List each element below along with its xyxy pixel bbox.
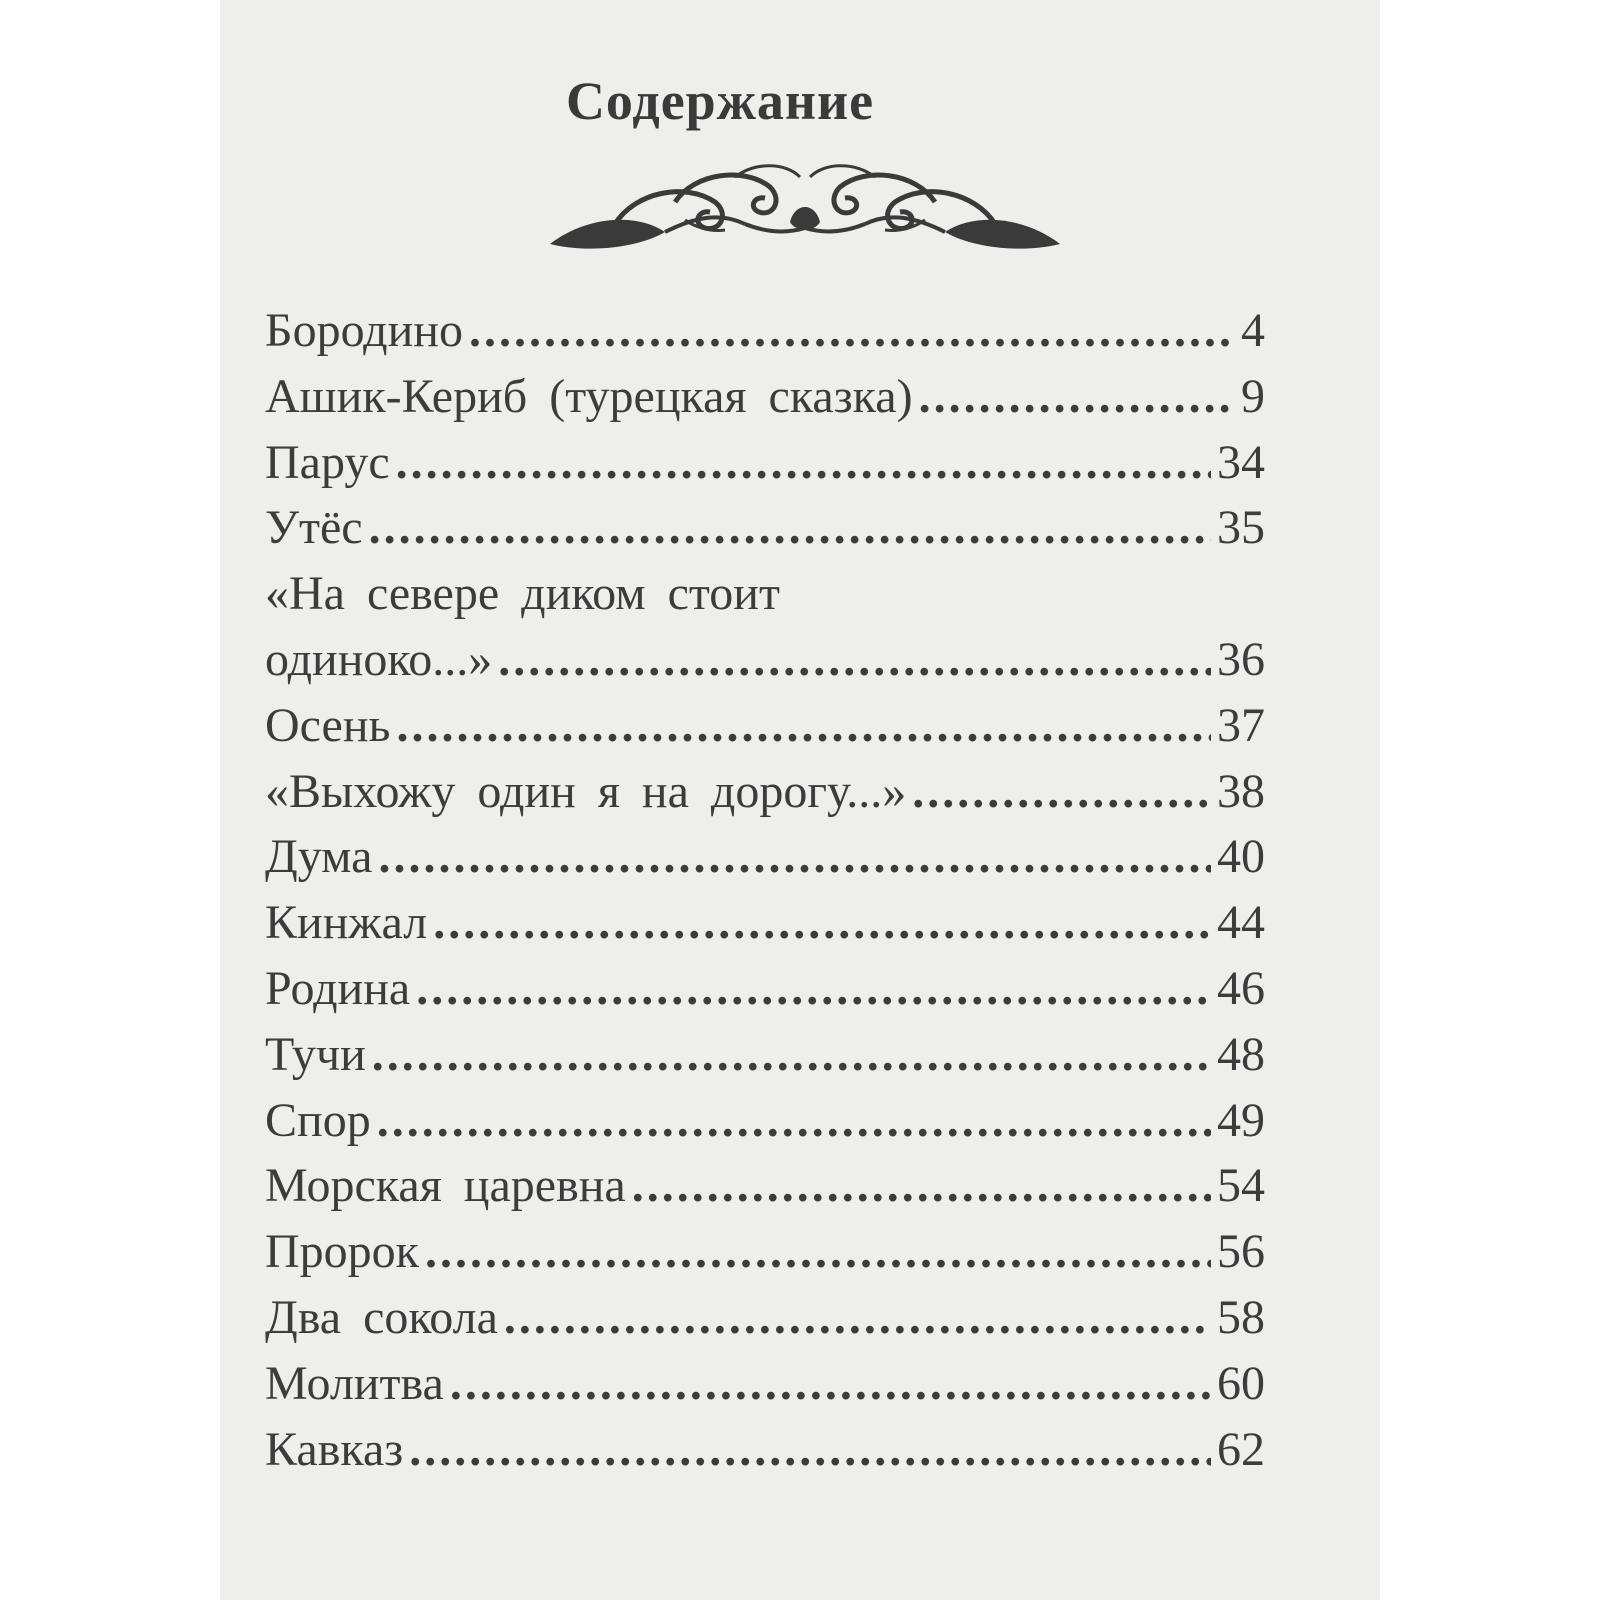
toc-entry-page: 49 — [1217, 1093, 1265, 1147]
table-of-contents — [265, 298, 1265, 1482]
toc-leader-dots — [450, 1351, 1211, 1417]
toc-entry-page: 4 — [1241, 304, 1265, 357]
toc-leader-dots — [377, 1088, 1211, 1154]
toc-leader-dots — [498, 627, 1211, 693]
toc-entry[interactable] — [265, 1153, 1265, 1219]
toc-entry-page: 35 — [1217, 501, 1265, 555]
page-title: Содержание — [565, 71, 875, 131]
toc-entry-page: 48 — [1217, 1027, 1265, 1081]
toc-entry[interactable] — [265, 890, 1265, 956]
toc-entry-page: 36 — [1217, 632, 1265, 686]
toc-entry-title: Дума — [265, 830, 373, 884]
toc-leader-dots — [409, 1417, 1211, 1483]
toc-entry[interactable] — [265, 1417, 1265, 1483]
toc-entry-page: 46 — [1217, 961, 1265, 1015]
toc-entry-title: Пророк — [265, 1225, 419, 1279]
toc-entry-title: одиноко...» — [265, 632, 493, 686]
toc-entry-title: Осень — [265, 698, 391, 752]
toc-entry-title-line1: «На севере диком стоит — [265, 567, 780, 621]
toc-entry-title: Кинжал — [265, 896, 428, 950]
book-page — [220, 0, 1380, 1600]
toc-entry-page: 54 — [1217, 1159, 1265, 1213]
toc-entry-page: 40 — [1217, 830, 1265, 884]
toc-entry-first-line[interactable] — [265, 561, 1265, 627]
toc-entry-title: Утёс — [265, 501, 363, 555]
toc-entry[interactable] — [265, 627, 1265, 693]
toc-leader-dots — [396, 693, 1211, 759]
toc-leader-dots — [396, 430, 1211, 496]
toc-leader-dots — [372, 1022, 1211, 1088]
toc-entry[interactable] — [265, 298, 1265, 364]
toc-entry[interactable] — [265, 824, 1265, 890]
toc-entry[interactable] — [265, 759, 1265, 825]
toc-entry-title: Молитва — [265, 1356, 444, 1410]
toc-entry-title: Тучи — [265, 1027, 366, 1081]
toc-entry[interactable] — [265, 693, 1265, 759]
toc-entry-page: 34 — [1217, 435, 1265, 489]
toc-entry-page: 60 — [1217, 1356, 1265, 1410]
toc-leader-dots — [369, 495, 1211, 561]
toc-leader-dots — [433, 890, 1211, 956]
toc-entry-title: Кавказ — [265, 1422, 404, 1476]
toc-leader-dots — [504, 1285, 1211, 1351]
toc-entry[interactable] — [265, 956, 1265, 1022]
toc-entry-title: Ашик-Кериб (турецкая сказка) — [265, 369, 913, 423]
toc-entry-title: Спор — [265, 1093, 371, 1147]
toc-entry[interactable] — [265, 430, 1265, 496]
toc-entry[interactable] — [265, 364, 1265, 430]
toc-entry[interactable] — [265, 1351, 1265, 1417]
toc-leader-dots — [632, 1153, 1211, 1219]
toc-entry-page: 56 — [1217, 1225, 1265, 1279]
toc-entry-page: 62 — [1217, 1422, 1265, 1476]
toc-leader-dots — [378, 824, 1211, 890]
toc-leader-dots — [469, 298, 1235, 364]
toc-entry-page: 9 — [1241, 369, 1265, 423]
toc-entry[interactable] — [265, 1285, 1265, 1351]
floral-divider-icon — [545, 162, 1065, 262]
toc-entry-title: Родина — [265, 961, 411, 1015]
toc-entry-title: Парус — [265, 435, 390, 489]
toc-entry-title: Два сокола — [265, 1290, 498, 1344]
toc-leader-dots — [919, 364, 1235, 430]
toc-entry-page: 44 — [1217, 896, 1265, 950]
toc-leader-dots — [416, 956, 1211, 1022]
toc-entry[interactable] — [265, 1219, 1265, 1285]
toc-leader-dots — [912, 759, 1211, 825]
toc-entry-title: «Выхожу один я на дорогу...» — [265, 764, 907, 818]
toc-entry[interactable] — [265, 1022, 1265, 1088]
toc-entry-page: 58 — [1217, 1290, 1265, 1344]
toc-entry-page: 38 — [1217, 764, 1265, 818]
toc-leader-dots — [425, 1219, 1211, 1285]
toc-entry[interactable] — [265, 1088, 1265, 1154]
toc-entry-title: Морская царевна — [265, 1159, 626, 1213]
toc-entry[interactable] — [265, 495, 1265, 561]
toc-entry-page: 37 — [1217, 698, 1265, 752]
toc-entry-title: Бородино — [265, 304, 463, 357]
